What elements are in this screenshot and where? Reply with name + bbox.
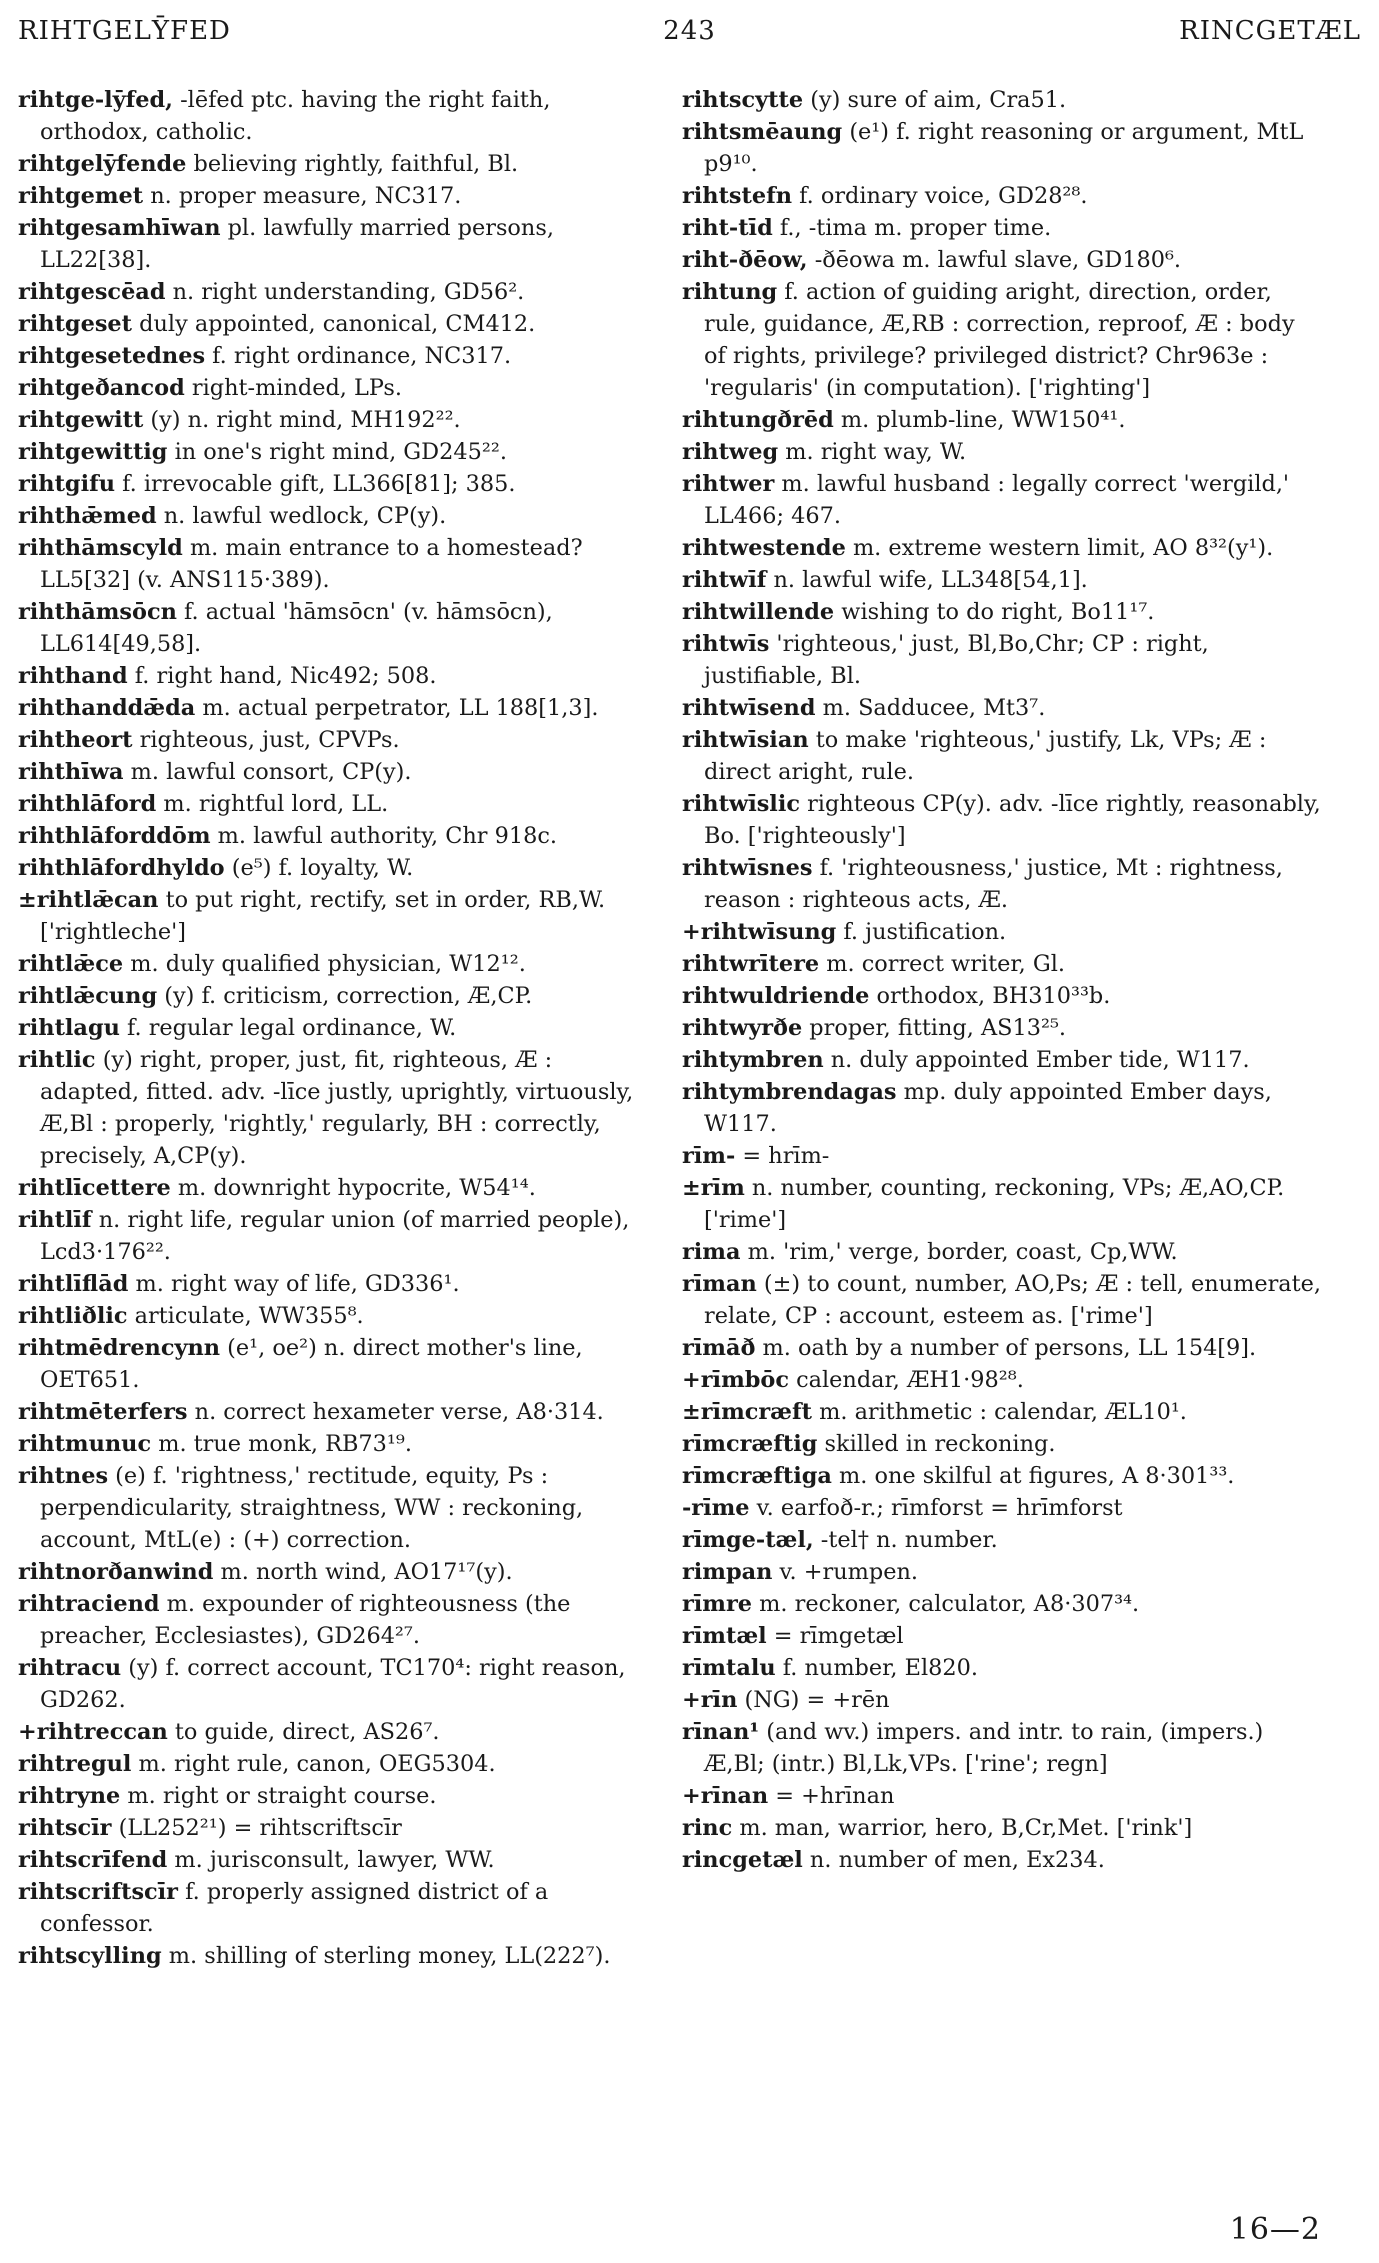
entry-headword: -rīme — [682, 1495, 750, 1521]
dictionary-entry — [682, 1172, 1322, 1236]
entry-definition: m. duly qualified physician, W12¹². — [123, 951, 526, 977]
dictionary-entry — [18, 212, 658, 276]
entry-definition: = hrīm- — [735, 1143, 830, 1169]
entry-headword: rīmāð — [682, 1335, 756, 1361]
dictionary-entry — [18, 84, 658, 148]
entry-definition: m. 'rim,' verge, border, coast, Cp,WW. — [740, 1239, 1178, 1265]
dictionary-entry — [18, 948, 658, 980]
dictionary-entry — [682, 1620, 1322, 1652]
entry-headword: rihtymbren — [682, 1047, 824, 1073]
entry-headword: rihtmunuc — [18, 1431, 152, 1457]
entry-headword: rihtwestende — [682, 535, 846, 561]
dictionary-entry — [682, 788, 1322, 852]
dictionary-entry — [18, 500, 658, 532]
dictionary-entry — [18, 1748, 658, 1780]
dictionary-entry — [18, 820, 658, 852]
entry-definition: m. man, warrior, hero, B,Cr,Met. ['rink'] — [732, 1815, 1193, 1841]
entry-definition: m. plumb-line, WW150⁴¹. — [833, 407, 1126, 433]
entry-definition: (e⁵) f. loyalty, W. — [224, 855, 414, 881]
entry-headword: rihtheort — [18, 727, 133, 753]
entry-headword: +rihtreccan — [18, 1719, 168, 1745]
entry-headword: rihtstefn — [682, 183, 793, 209]
entry-definition: (e¹, oe²) n. direct mother's line, OET651. — [40, 1335, 583, 1393]
dictionary-entry — [18, 1268, 658, 1300]
entry-definition: (y) n. right mind, MH192²². — [143, 407, 461, 433]
dictionary-entry — [18, 436, 658, 468]
entry-definition: m. arithmetic : calendar, ÆL10¹. — [812, 1399, 1187, 1425]
entry-definition: (y) right, proper, just, fit, righteous, Æ : adapted, fitted. adv. -līce justly, uprightly, virtuously, Æ,Bl : properly, 'rightly,' regularly, BH : correctly, precisely, A,CP(y). — [40, 1047, 634, 1169]
entry-headword: rīmre — [682, 1591, 753, 1617]
entry-definition: f. number, El820. — [775, 1655, 978, 1681]
dictionary-entry — [18, 1428, 658, 1460]
dictionary-entry — [18, 1396, 658, 1428]
dictionary-entry — [18, 1588, 658, 1652]
dictionary-entry — [682, 948, 1322, 980]
entry-definition: -lēfed ptc. having the right faith, orthodox, catholic. — [40, 87, 551, 145]
dictionary-entry — [682, 1492, 1322, 1524]
entry-definition: = +hrīnan — [768, 1783, 895, 1809]
entry-definition: m. right way, W. — [778, 439, 967, 465]
dictionary-entry — [18, 1812, 658, 1844]
entry-definition: duly appointed, canonical, CM412. — [132, 311, 536, 337]
dictionary-entry — [18, 692, 658, 724]
entry-headword: rihtwīsnes — [682, 855, 813, 881]
entry-headword: rihtscylling — [18, 1943, 162, 1969]
entry-headword: rihtwīsian — [682, 727, 809, 753]
entry-headword: rimpan — [682, 1559, 773, 1585]
dictionary-entry — [682, 1236, 1322, 1268]
entry-headword: ±rīm — [682, 1175, 745, 1201]
entry-headword: rihtlīflād — [18, 1271, 129, 1297]
entry-definition: m. true monk, RB73¹⁹. — [151, 1431, 412, 1457]
entry-definition: to make 'righteous,' justify, Lk, VPs; Æ : direct aright, rule. — [704, 727, 1267, 785]
entry-headword: rihtlīcettere — [18, 1175, 171, 1201]
entry-definition: skilled in reckoning. — [817, 1431, 1056, 1457]
dictionary-entry — [682, 852, 1322, 916]
entry-definition: mp. duly appointed Ember days, W117. — [704, 1079, 1272, 1137]
entry-headword: rihtwyrðe — [682, 1015, 803, 1041]
entry-headword: rihthīwa — [18, 759, 124, 785]
entry-definition: (and wv.) impers. and intr. to rain, (impers.) Æ,Bl; (intr.) Bl,Lk,VPs. ['rine'; regn] — [704, 1719, 1264, 1777]
dictionary-entry — [18, 308, 658, 340]
entry-headword: rīman — [682, 1271, 757, 1297]
entry-headword: ±rihtlǣcan — [18, 887, 159, 913]
entry-headword: ±rīmcræft — [682, 1399, 812, 1425]
dictionary-entry — [682, 244, 1322, 276]
dictionary-entry — [18, 1940, 658, 1972]
entry-headword: rihtmēdrencynn — [18, 1335, 221, 1361]
entry-headword: rihthanddǣda — [18, 695, 196, 721]
dictionary-entry — [682, 692, 1322, 724]
entry-definition: v. +rumpen. — [772, 1559, 919, 1585]
entry-headword: rihtscytte — [682, 87, 804, 113]
entry-definition: f. regular legal ordinance, W. — [119, 1015, 457, 1041]
entry-definition: n. correct hexameter verse, A8·314. — [187, 1399, 604, 1425]
entry-definition: in one's right mind, GD245²². — [167, 439, 507, 465]
dictionary-entry — [682, 596, 1322, 628]
entry-headword: rīmge-tæl, — [682, 1527, 814, 1553]
dictionary-entry — [682, 1364, 1322, 1396]
entry-definition: to guide, direct, AS26⁷. — [167, 1719, 440, 1745]
entry-headword: rincgetæl — [682, 1847, 803, 1873]
dictionary-entry — [682, 1268, 1322, 1332]
entry-headword: rihtgewitt — [18, 407, 144, 433]
dictionary-entry — [18, 596, 658, 660]
dictionary-entry — [682, 1844, 1322, 1876]
entry-definition: m. Sadducee, Mt3⁷. — [815, 695, 1046, 721]
dictionary-entry — [18, 532, 658, 596]
entry-definition: m. correct writer, Gl. — [819, 951, 1065, 977]
dictionary-entry — [682, 1588, 1322, 1620]
entry-definition: m. lawful consort, CP(y). — [123, 759, 412, 785]
entry-headword: rihtnes — [18, 1463, 109, 1489]
entry-headword: rihtracu — [18, 1655, 122, 1681]
dictionary-entry — [18, 788, 658, 820]
dictionary-entry — [682, 1076, 1322, 1140]
dictionary-entry — [682, 1812, 1322, 1844]
entry-headword: rihtlǣcung — [18, 983, 158, 1009]
entry-definition: wishing to do right, Bo11¹⁷. — [834, 599, 1155, 625]
entry-definition: (e¹) f. right reasoning or argument, MtL p9¹⁰. — [704, 119, 1304, 177]
entry-headword: rihthlāford — [18, 791, 157, 817]
page-number: 243 — [663, 16, 716, 46]
dictionary-entry — [18, 1876, 658, 1940]
entry-definition: f. right hand, Nic492; 508. — [127, 663, 437, 689]
entry-headword: rihtmēterfers — [18, 1399, 188, 1425]
dictionary-entry — [682, 1652, 1322, 1684]
dictionary-entry — [682, 1684, 1322, 1716]
dictionary-entry — [682, 1556, 1322, 1588]
dictionary-entry — [682, 1012, 1322, 1044]
entry-definition: articulate, WW355⁸. — [127, 1303, 364, 1329]
entry-headword: rihtwuldriende — [682, 983, 870, 1009]
dictionary-entry — [682, 724, 1322, 788]
entry-headword: rihtscīr — [18, 1815, 112, 1841]
dictionary-entry — [18, 180, 658, 212]
entry-definition: v. earfoð-r.; rīmforst = hrīmforst — [749, 1495, 1123, 1521]
dictionary-entry — [18, 884, 658, 948]
entry-headword: rihtwīf — [682, 567, 767, 593]
entry-definition: proper, fitting, AS13²⁵. — [802, 1015, 1067, 1041]
dictionary-entry — [682, 404, 1322, 436]
dictionary-entry — [18, 1556, 658, 1588]
entry-definition: f. action of guiding aright, direction, order, rule, guidance, Æ,RB : correction, reproof, Æ : body of rights, privilege? privileged district? Chr963e : 'regularis' (in computation). ['righting'] — [704, 279, 1295, 401]
entry-definition: m. right way of life, GD336¹. — [128, 1271, 460, 1297]
dictionary-entry — [18, 1652, 658, 1716]
entry-headword: rihthlāforddōm — [18, 823, 211, 849]
entry-definition: m. jurisconsult, lawyer, WW. — [167, 1847, 495, 1873]
entry-headword: rīnan¹ — [682, 1719, 760, 1745]
dictionary-entry — [18, 404, 658, 436]
dictionary-page — [18, 12, 1361, 2252]
entry-headword: rihtwīslic — [682, 791, 800, 817]
entry-headword: rihtwīs — [682, 631, 770, 657]
left-column — [18, 84, 658, 1972]
dictionary-entry — [682, 116, 1322, 180]
right-column — [682, 84, 1322, 1876]
header-right-guideword: RINCGETÆL — [1179, 16, 1361, 46]
entry-definition: pl. lawfully married persons, LL22[38]. — [40, 215, 554, 273]
entry-headword: rihtwer — [682, 471, 775, 497]
dictionary-entry — [682, 532, 1322, 564]
entry-headword: rihtregul — [18, 1751, 132, 1777]
entry-headword: rihtgifu — [18, 471, 115, 497]
entry-headword: rihtymbrendagas — [682, 1079, 897, 1105]
entry-definition: n. lawful wife, LL348[54,1]. — [766, 567, 1088, 593]
entry-definition: calendar, ÆH1·98²⁸. — [788, 1367, 1024, 1393]
signature-mark: 16—2 — [1229, 2212, 1321, 2247]
entry-headword: rinc — [682, 1815, 733, 1841]
dictionary-entry — [682, 1460, 1322, 1492]
entry-definition: n. lawful wedlock, CP(y). — [156, 503, 447, 529]
dictionary-entry — [682, 1396, 1322, 1428]
entry-definition: m. one skilful at figures, A 8·301³³. — [831, 1463, 1235, 1489]
entry-definition: (NG) = +rēn — [737, 1687, 890, 1713]
entry-headword: rīmtæl — [682, 1623, 767, 1649]
dictionary-entry — [18, 1044, 658, 1172]
entry-definition: 'righteous,' just, Bl,Bo,Chr; CP : right, justifiable, Bl. — [704, 631, 1209, 689]
dictionary-entry — [682, 1044, 1322, 1076]
entry-definition: n. proper measure, NC317. — [143, 183, 462, 209]
entry-definition: n. right life, regular union (of married people), Lcd3·176²². — [40, 1207, 630, 1265]
dictionary-entry — [682, 212, 1322, 244]
entry-headword: rīm- — [682, 1143, 736, 1169]
entry-headword: rihtung — [682, 279, 778, 305]
entry-definition: n. duly appointed Ember tide, W117. — [823, 1047, 1250, 1073]
entry-definition: to put right, rectify, set in order, RB,W. ['rightleche'] — [40, 887, 606, 945]
dictionary-entry — [682, 1428, 1322, 1460]
entry-headword: rihtgesamhīwan — [18, 215, 221, 241]
entry-definition: -tel† n. number. — [813, 1527, 998, 1553]
entry-headword: rīmcræftig — [682, 1431, 818, 1457]
entry-headword: rihtgesetednes — [18, 343, 206, 369]
entry-definition: m. downright hypocrite, W54¹⁴. — [170, 1175, 536, 1201]
dictionary-entry — [18, 1172, 658, 1204]
dictionary-entry — [682, 84, 1322, 116]
entry-headword: rihtlagu — [18, 1015, 120, 1041]
entry-definition: m. north wind, AO17¹⁷(y). — [213, 1559, 513, 1585]
entry-headword: rihthlāfordhyldo — [18, 855, 225, 881]
entry-definition: m. lawful husband : legally correct 'wergild,' LL466; 467. — [704, 471, 1290, 529]
entry-headword: rihtgewittig — [18, 439, 168, 465]
entry-definition: m. main entrance to a homestead? LL5[32] (v. ANS115·389). — [40, 535, 583, 593]
entry-headword: +rihtwīsung — [682, 919, 837, 945]
entry-headword: rihtwīsend — [682, 695, 816, 721]
entry-definition: f. justification. — [836, 919, 1007, 945]
entry-definition: m. extreme western limit, AO 8³²(y¹). — [845, 535, 1274, 561]
entry-headword: rihtscriftscīr — [18, 1879, 178, 1905]
dictionary-entry — [682, 1524, 1322, 1556]
entry-definition: n. number of men, Ex234. — [802, 1847, 1105, 1873]
entry-headword: rīmtalu — [682, 1655, 776, 1681]
running-header — [18, 12, 1361, 52]
entry-definition: m. lawful authority, Chr 918c. — [210, 823, 557, 849]
dictionary-entry — [682, 1140, 1322, 1172]
entry-headword: rihtscrīfend — [18, 1847, 168, 1873]
entry-headword: +rīn — [682, 1687, 738, 1713]
entry-headword: rihtge-lȳfed, — [18, 87, 173, 113]
entry-headword: rihtraciend — [18, 1591, 160, 1617]
dictionary-entry — [682, 180, 1322, 212]
dictionary-entry — [18, 724, 658, 756]
dictionary-entry — [682, 916, 1322, 948]
dictionary-entry — [682, 1716, 1322, 1780]
entry-definition: m. right rule, canon, OEG5304. — [131, 1751, 496, 1777]
dictionary-entry — [682, 436, 1322, 468]
entry-headword: rihtwrītere — [682, 951, 820, 977]
entry-definition: (±) to count, number, AO,Ps; Æ : tell, enumerate, relate, CP : account, esteem as. ['rime'] — [704, 1271, 1322, 1329]
entry-definition: -ðēowa m. lawful slave, GD180⁶. — [807, 247, 1182, 273]
entry-definition: (y) sure of aim, Cra51. — [803, 87, 1067, 113]
entry-definition: m. expounder of righteousness (the preacher, Ecclesiastes), GD264²⁷. — [40, 1591, 571, 1649]
entry-definition: f. properly assigned district of a confessor. — [40, 1879, 549, 1937]
entry-headword: rihtliðlic — [18, 1303, 128, 1329]
entry-headword: rihtlic — [18, 1047, 96, 1073]
entry-headword: riht-tīd — [682, 215, 773, 241]
dictionary-entry — [682, 628, 1322, 692]
entry-definition: righteous, just, CPVPs. — [132, 727, 400, 753]
entry-definition: right-minded, LPs. — [184, 375, 402, 401]
entry-definition: m. reckoner, calculator, A8·307³⁴. — [752, 1591, 1140, 1617]
entry-headword: rihtryne — [18, 1783, 121, 1809]
entry-headword: rihtgelȳfende — [18, 151, 187, 177]
entry-definition: m. shilling of sterling money, LL(222⁷). — [161, 1943, 611, 1969]
dictionary-entry — [18, 1460, 658, 1556]
dictionary-entry — [18, 1300, 658, 1332]
entry-definition: (y) f. criticism, correction, Æ,CP. — [157, 983, 533, 1009]
entry-headword: +rīmbōc — [682, 1367, 789, 1393]
dictionary-entry — [682, 1332, 1322, 1364]
entry-headword: rihtgeset — [18, 311, 133, 337]
dictionary-entry — [682, 276, 1322, 404]
entry-definition: m. oath by a number of persons, LL 154[9]. — [755, 1335, 1257, 1361]
dictionary-entry — [18, 340, 658, 372]
entry-headword: rihtgeðancod — [18, 375, 185, 401]
dictionary-entry — [18, 1012, 658, 1044]
dictionary-entry — [18, 372, 658, 404]
entry-headword: rihtlǣce — [18, 951, 124, 977]
entry-definition: n. number, counting, reckoning, VPs; Æ,AO,CP. ['rime'] — [704, 1175, 1285, 1233]
entry-headword: rima — [682, 1239, 741, 1265]
entry-definition: = rīmgetæl — [766, 1623, 904, 1649]
entry-definition: f. actual 'hāmsōcn' (v. hāmsōcn), LL614[49,58]. — [40, 599, 553, 657]
entry-definition: m. right or straight course. — [120, 1783, 437, 1809]
header-left-guideword: RIHTGELȲFED — [18, 16, 231, 46]
entry-headword: rihtsmēaung — [682, 119, 843, 145]
entry-headword: rihtweg — [682, 439, 779, 465]
dictionary-entry — [18, 980, 658, 1012]
entry-definition: orthodox, BH310³³b. — [869, 983, 1111, 1009]
entry-definition: righteous CP(y). adv. -līce rightly, reasonably, Bo. ['righteously'] — [704, 791, 1321, 849]
dictionary-entry — [18, 1844, 658, 1876]
dictionary-entry — [682, 468, 1322, 532]
entry-definition: m. actual perpetrator, LL 188[1,3]. — [195, 695, 599, 721]
entry-definition: (e) f. 'rightness,' rectitude, equity, Ps : perpendicularity, straightness, WW : reckoning, account, MtL(e) : (+) correction. — [40, 1463, 584, 1553]
entry-definition: f. right ordinance, NC317. — [205, 343, 512, 369]
entry-headword: rihthǣmed — [18, 503, 157, 529]
entry-definition: believing rightly, faithful, Bl. — [186, 151, 519, 177]
entry-headword: rihtnorðanwind — [18, 1559, 214, 1585]
entry-headword: rihtungðrēd — [682, 407, 834, 433]
entry-headword: rihthand — [18, 663, 128, 689]
dictionary-entry — [18, 660, 658, 692]
dictionary-entry — [18, 468, 658, 500]
dictionary-entry — [18, 852, 658, 884]
entry-definition: f., -tima m. proper time. — [772, 215, 1052, 241]
entry-headword: rihtwillende — [682, 599, 835, 625]
entry-definition: f. ordinary voice, GD28²⁸. — [792, 183, 1088, 209]
entry-headword: rihtgemet — [18, 183, 144, 209]
entry-headword: +rīnan — [682, 1783, 769, 1809]
entry-headword: rihtgescēad — [18, 279, 166, 305]
entry-definition: f. 'righteousness,' justice, Mt : rightness, reason : righteous acts, Æ. — [704, 855, 1283, 913]
entry-definition: (y) f. correct account, TC170⁴: right reason, GD262. — [40, 1655, 626, 1713]
dictionary-entry — [18, 1716, 658, 1748]
dictionary-entry — [18, 1204, 658, 1268]
entry-headword: rihthāmsōcn — [18, 599, 177, 625]
entry-definition: f. irrevocable gift, LL366[81]; 385. — [115, 471, 516, 497]
dictionary-entry — [18, 276, 658, 308]
entry-definition: m. rightful lord, LL. — [156, 791, 389, 817]
entry-headword: rihthāmscyld — [18, 535, 183, 561]
entry-definition: n. right understanding, GD56². — [165, 279, 525, 305]
entry-headword: riht-ðēow, — [682, 247, 808, 273]
entry-definition: (LL252²¹) = rihtscriftscīr — [111, 1815, 402, 1841]
dictionary-entry — [682, 1780, 1322, 1812]
dictionary-entry — [18, 148, 658, 180]
dictionary-entry — [18, 1332, 658, 1396]
entry-headword: rihtlīf — [18, 1207, 92, 1233]
dictionary-entry — [682, 980, 1322, 1012]
dictionary-entry — [682, 564, 1322, 596]
dictionary-entry — [18, 1780, 658, 1812]
dictionary-entry — [18, 756, 658, 788]
entry-headword: rīmcræftiga — [682, 1463, 832, 1489]
